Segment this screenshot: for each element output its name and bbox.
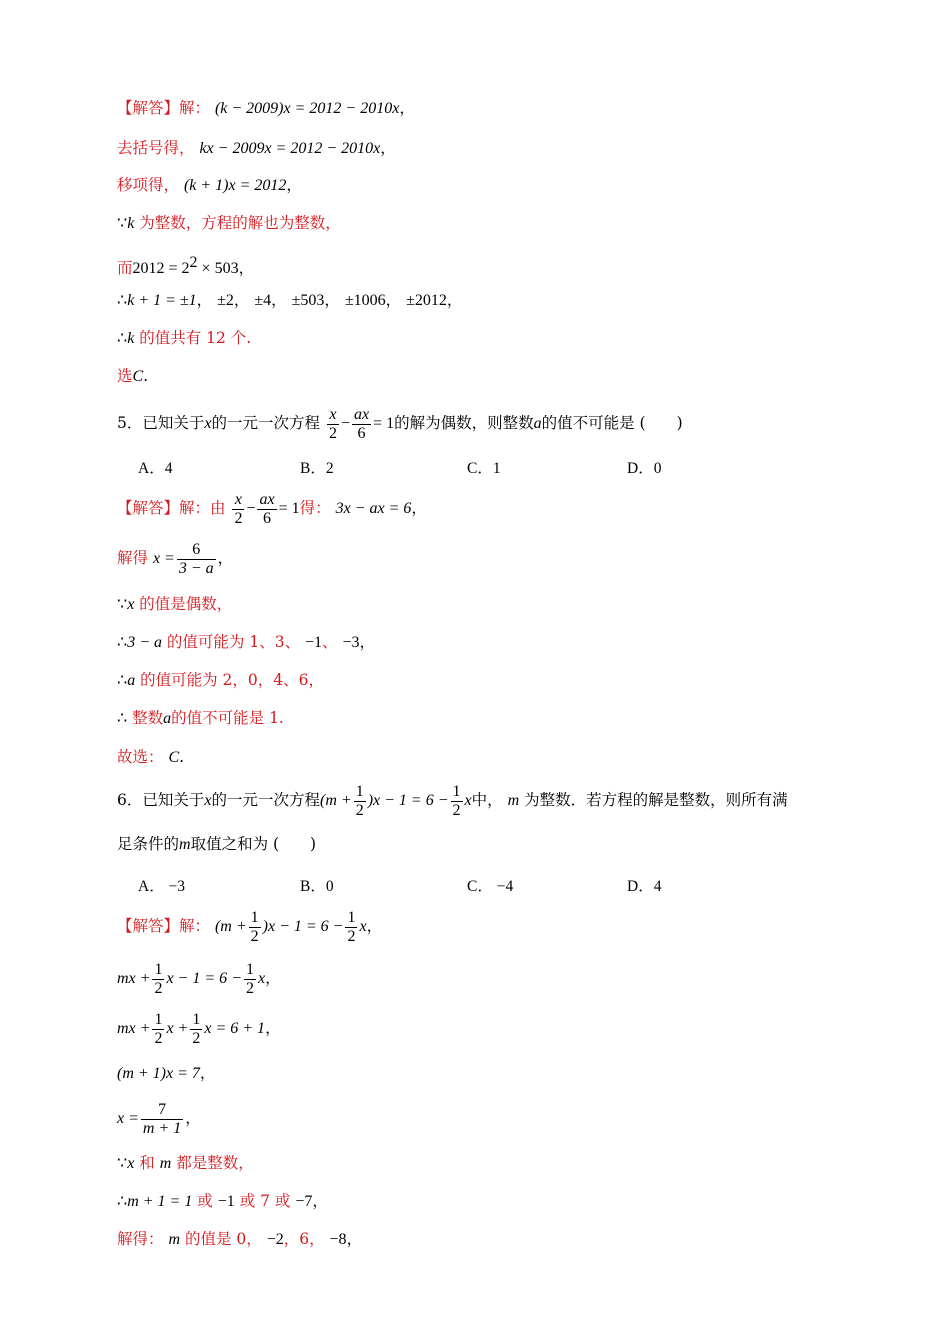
- solution-5-line-6: [117, 708, 284, 729]
- variable: a: [533, 415, 542, 432]
- punct: ，: [312, 1192, 328, 1210]
- equation: x +: [166, 1020, 189, 1037]
- q6-option-d: D．4: [627, 878, 662, 895]
- value: −7: [295, 1193, 313, 1210]
- numerator: 1: [355, 782, 364, 800]
- numerator: ax: [353, 405, 370, 423]
- q6-option-a: A． −3: [138, 878, 186, 895]
- because-symbol: ∵: [117, 215, 128, 232]
- numerator: 1: [192, 1010, 201, 1028]
- denominator: 2: [347, 927, 356, 945]
- numerator: x: [232, 491, 244, 510]
- punct: ，: [359, 633, 376, 651]
- variable: x: [257, 970, 266, 987]
- because-symbol: ∵: [117, 1155, 128, 1172]
- step-text: 的值是偶数，: [139, 595, 233, 613]
- punct: ，: [286, 176, 302, 194]
- question-text: 6．已知关于: [117, 791, 205, 809]
- solution-6-line-2: [117, 960, 281, 998]
- value: −2: [266, 1231, 284, 1248]
- therefore-symbol: ∴: [117, 1193, 128, 1210]
- equation: 2012 = 2: [132, 260, 190, 278]
- denominator: 2: [250, 927, 259, 945]
- solution-5-line-1: [117, 490, 427, 528]
- expression: 3 − a: [127, 634, 162, 651]
- fraction: [451, 783, 463, 820]
- variable: x: [204, 415, 212, 432]
- fraction: [232, 491, 244, 528]
- answer-tag: 【解答】解：由: [117, 499, 226, 517]
- fraction: [327, 406, 339, 443]
- punct: ，: [217, 549, 234, 567]
- solution-6-line-8: [117, 1229, 362, 1250]
- fraction: [152, 1011, 164, 1048]
- punct: .: [179, 748, 185, 766]
- equation: kx − 2009x = 2012 − 2010x: [199, 140, 381, 157]
- value: ±4: [254, 292, 272, 309]
- variable: a: [127, 672, 136, 689]
- because-symbol: ∵: [117, 596, 128, 613]
- step-text: 故选：: [117, 748, 164, 766]
- step-text: 移项得，: [117, 176, 180, 194]
- value: −1: [305, 634, 323, 651]
- variable: x: [127, 1155, 135, 1172]
- variable: x: [359, 918, 367, 935]
- step-text: 或 7 或: [239, 1192, 291, 1210]
- numerator: 1: [154, 1010, 163, 1028]
- solution-6-line-3: [117, 1010, 281, 1048]
- punct: ，: [399, 99, 415, 117]
- numerator: 1: [347, 908, 356, 926]
- operator: −: [246, 500, 256, 517]
- punct: ，: [346, 1230, 363, 1248]
- punct: ，: [271, 291, 287, 309]
- solution-6-line-1: [117, 908, 382, 946]
- punct: 、: [322, 633, 338, 651]
- step-text: 为整数，方程的解也为整数，: [139, 214, 341, 232]
- equation: mx +: [117, 970, 151, 987]
- solution-line-6: [117, 290, 462, 311]
- solution-6-line-4: [117, 1063, 215, 1084]
- punct: ，: [185, 1109, 201, 1127]
- equation: m + 1 = 1: [127, 1193, 193, 1210]
- numerator: 1: [154, 960, 163, 978]
- therefore-symbol: ∴: [117, 292, 128, 309]
- equation: (k − 2009)x = 2012 − 2010x: [214, 100, 400, 117]
- equation: × 503: [197, 260, 239, 278]
- fraction: [177, 541, 216, 578]
- step-text: 而: [117, 259, 133, 278]
- denominator: 2: [452, 801, 461, 819]
- step-text: 的值是 0，: [184, 1230, 262, 1248]
- solution-5-line-3: [117, 594, 232, 615]
- q5-option-d: D．0: [627, 460, 662, 477]
- answer-tag: 【解答】解：: [117, 917, 211, 935]
- question-text: 的解为偶数，则整数: [394, 414, 534, 432]
- question-text: 5．已知关于: [117, 414, 205, 432]
- punct: ，: [385, 291, 402, 309]
- numerator: 1: [245, 960, 254, 978]
- therefore-symbol: ∴: [117, 710, 128, 727]
- fraction: [257, 491, 276, 528]
- numerator: 7: [141, 1101, 183, 1120]
- value: −1: [217, 1193, 235, 1210]
- equation: = 1: [373, 415, 395, 432]
- punct: .: [143, 367, 149, 385]
- equation: (m + 1)x = 7: [117, 1065, 200, 1082]
- variable: a: [163, 710, 172, 727]
- equation: x = 6 + 1: [204, 1020, 266, 1037]
- solution-line-7: [117, 328, 251, 349]
- value: ±503: [291, 292, 325, 309]
- operator: −: [340, 415, 350, 432]
- denominator: 2: [245, 979, 254, 997]
- q6-option-c: C． −4: [467, 878, 514, 895]
- solution-5-line-7: [117, 747, 184, 768]
- step-text: 的值共有 12 个.: [139, 329, 252, 347]
- punct: ，: [366, 917, 383, 935]
- solution-5-line-4: [117, 632, 375, 653]
- solution-5-line-2: [117, 540, 233, 578]
- therefore-symbol: ∴: [117, 672, 128, 689]
- question-text: 的值不可能是 ( ): [541, 414, 683, 432]
- equation: (k + 1)x = 2012: [183, 177, 287, 194]
- variable: k: [127, 215, 135, 232]
- solution-line-3: [117, 175, 302, 196]
- numerator: 1: [452, 782, 461, 800]
- step-text: 选: [117, 367, 133, 385]
- fraction: [352, 406, 371, 443]
- value: ±2012: [406, 292, 447, 309]
- question-text: 的一元一次方程: [211, 414, 320, 432]
- solution-6-line-5: [117, 1100, 201, 1138]
- equation: (m +: [214, 918, 247, 935]
- equation: x =: [152, 550, 175, 567]
- fraction: [190, 1011, 202, 1048]
- punct: ，: [233, 291, 250, 309]
- question-5: [117, 405, 683, 443]
- equation: mx +: [117, 1020, 151, 1037]
- fraction: [249, 909, 261, 946]
- step-text: 或: [197, 1192, 213, 1210]
- step-text: 去括号得，: [117, 139, 195, 157]
- step-text: 和: [139, 1154, 155, 1172]
- step-text: 得：: [299, 499, 331, 517]
- variable: m: [168, 1231, 181, 1248]
- answer-choice: C: [132, 368, 144, 385]
- numerator: 6: [177, 541, 216, 560]
- fraction: [152, 961, 164, 998]
- equation: )x − 1 = 6 −: [367, 792, 449, 809]
- variable: k: [127, 330, 135, 347]
- answer-tag: 【解答】解：: [117, 99, 211, 117]
- denominator: 3 − a: [178, 559, 214, 577]
- question-text: 足条件的: [117, 835, 180, 853]
- punct: ，: [196, 291, 213, 309]
- variable: x: [127, 596, 135, 613]
- denominator: 2: [192, 1029, 201, 1047]
- exponent: 2: [189, 254, 198, 271]
- step-text: 的值可能为 2，0，4、6，: [140, 671, 324, 689]
- value: −3: [342, 634, 360, 651]
- equation: = 1: [278, 500, 300, 517]
- punct: ，: [324, 291, 340, 309]
- equation: (m +: [320, 792, 352, 809]
- solution-line-1: [117, 98, 415, 119]
- fraction: [141, 1101, 183, 1138]
- fraction: [345, 909, 357, 946]
- fraction: [244, 961, 256, 998]
- solution-line-8: [117, 366, 148, 387]
- q5-option-b: B．2: [300, 460, 334, 477]
- q5-option-a: A．4: [138, 460, 173, 477]
- equation: k + 1 = ±1: [127, 292, 197, 309]
- step-text: 解得: [117, 549, 149, 567]
- therefore-symbol: ∴: [117, 330, 128, 347]
- variable: m: [507, 792, 520, 809]
- value: ±2: [217, 292, 234, 309]
- numerator: ax: [259, 490, 275, 508]
- denominator: m + 1: [142, 1119, 182, 1137]
- denominator: 2: [234, 509, 243, 527]
- step-text: 的值可能为 1、3、: [166, 633, 301, 651]
- solution-6-line-7: [117, 1191, 328, 1212]
- question-text: 中，: [471, 791, 503, 809]
- numerator: 1: [250, 908, 259, 926]
- numerator: x: [327, 406, 339, 425]
- question-text: 的一元一次方程: [211, 791, 320, 809]
- value: −8: [329, 1231, 347, 1248]
- solution-line-2: [117, 138, 396, 159]
- variable: x: [464, 792, 472, 809]
- equation: 3x − ax = 6: [335, 500, 412, 517]
- value: ±1006: [344, 292, 386, 309]
- question-text: 为整数．若方程的解是整数，则所有满: [524, 791, 788, 809]
- punct: ，: [411, 499, 427, 517]
- q6-option-b: B．0: [300, 878, 334, 895]
- denominator: 2: [328, 424, 337, 442]
- denominator: 6: [357, 424, 366, 442]
- variable: m: [179, 836, 191, 853]
- solution-6-line-6: [117, 1153, 254, 1174]
- denominator: 2: [355, 801, 364, 819]
- step-text: ，6，: [283, 1230, 325, 1248]
- denominator: 6: [263, 509, 272, 527]
- punct: ，: [265, 969, 281, 987]
- step-text: 的值不可能是 1.: [171, 709, 284, 727]
- variable: x: [204, 792, 212, 809]
- question-6-line-1: [117, 782, 788, 820]
- punct: ，: [446, 291, 463, 309]
- therefore-symbol: ∴: [117, 634, 128, 651]
- solution-line-5: [117, 253, 254, 279]
- fraction: [354, 783, 366, 820]
- q5-option-c: C．1: [467, 460, 501, 477]
- equation: )x − 1 = 6 −: [262, 918, 344, 935]
- question-6-line-2: [117, 834, 316, 855]
- step-text: 解得：: [117, 1230, 164, 1248]
- variable: m: [159, 1155, 172, 1172]
- solution-5-line-5: [117, 670, 324, 691]
- answer-choice: C: [168, 749, 180, 766]
- denominator: 2: [154, 979, 163, 997]
- punct: ，: [265, 1019, 281, 1037]
- question-text: 取值之和为 ( ): [190, 835, 317, 853]
- equation: x − 1 = 6 −: [166, 970, 242, 987]
- punct: ，: [199, 1064, 216, 1082]
- punct: ，: [380, 139, 396, 157]
- solution-line-4: [117, 213, 341, 234]
- equation: x =: [117, 1110, 139, 1127]
- step-text: 整数: [132, 709, 164, 727]
- denominator: 2: [154, 1029, 163, 1047]
- step-text: 都是整数，: [176, 1154, 254, 1172]
- punct: ，: [238, 259, 255, 278]
